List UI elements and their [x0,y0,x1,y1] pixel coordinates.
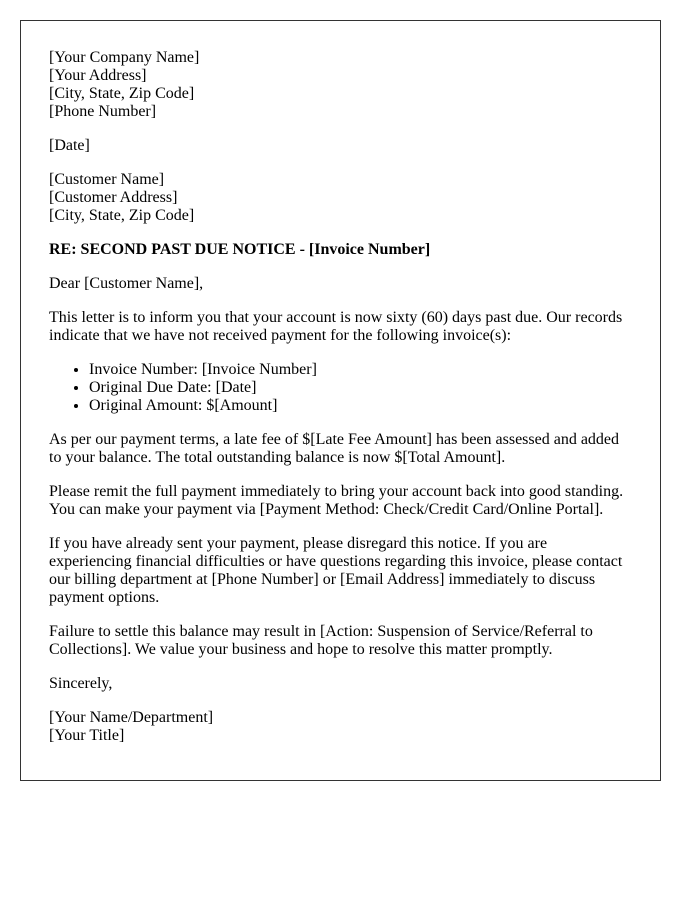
salutation: Dear [Customer Name], [49,275,204,292]
intro-paragraph: This letter is to inform you that your account is now sixty (60) days past due. Our records indicate that we have not received payment for the following invoice(s): [49,309,623,344]
sender-city-state-zip: [City, State, Zip Code] [49,85,195,102]
recipient-name: [Customer Name] [49,171,165,188]
letter-date: [Date] [49,137,90,154]
recipient-address: [Customer Address] [49,189,178,206]
signature-block [49,709,632,745]
signature-title: [Your Title] [49,727,125,744]
signature-name-department: [Your Name/Department] [49,709,214,726]
sender-phone: [Phone Number] [49,103,157,120]
letter-document [20,20,661,781]
original-due-date-item: • Original Due Date: [Date] [89,379,632,397]
already-sent-paragraph: If you have already sent your payment, please disregard this notice. If you are experiencing financial difficulties or have questions regarding this invoice, please contact our billing department at [Phone Number] or [Email Address] immediately to discuss payment options. [49,535,623,606]
original-amount-item: • Original Amount: $[Amount] [89,397,632,415]
consequence-paragraph: Failure to settle this balance may result in [Action: Suspension of Service/Referral to Collections]. We value your business and hope to resolve this matter promptly. [49,623,593,658]
subject-line: RE: SECOND PAST DUE NOTICE - [Invoice Number] [49,241,431,258]
sender-company-name: [Your Company Name] [49,49,200,66]
late-fee-paragraph: As per our payment terms, a late fee of $[Late Fee Amount] has been assessed and added to your balance. The total outstanding balance is now $[Total Amount]. [49,431,620,466]
sender-address: [Your Address] [49,67,147,84]
invoice-number-item: • Invoice Number: [Invoice Number] [89,361,632,379]
sender-address-block [49,49,632,121]
recipient-address-block [49,171,632,225]
closing: Sincerely, [49,675,113,692]
invoice-details-list [49,361,632,415]
recipient-city-state-zip: [City, State, Zip Code] [49,207,195,224]
remit-paragraph: Please remit the full payment immediately to bring your account back into good standing. You can make your payment via [Payment Method: Check/Credit Card/Online Portal]. [49,483,624,518]
